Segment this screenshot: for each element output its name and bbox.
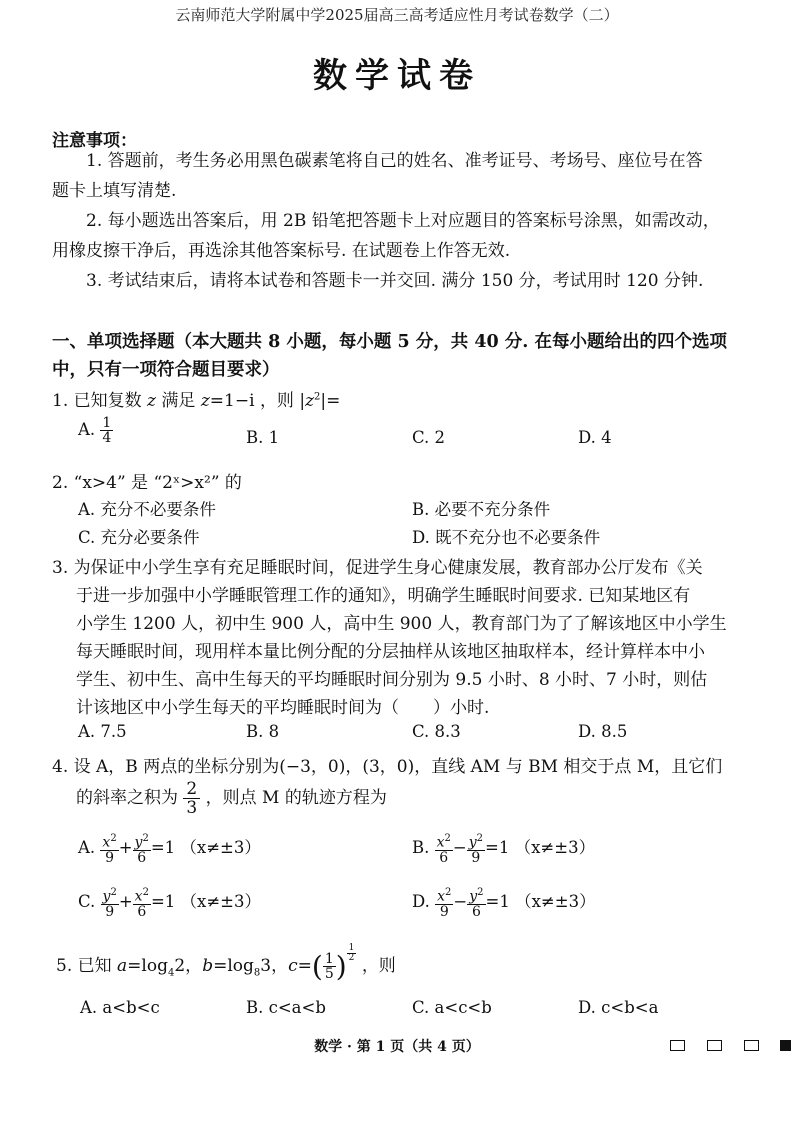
q3-option-b: B. 8: [246, 722, 280, 741]
q5-option-c: C. a<c<b: [412, 998, 492, 1017]
section-1-heading-line-2: 中，只有一项符合题目要求）: [52, 360, 280, 380]
q4-slope-fraction: $\frac{2}{3}$: [183, 780, 200, 817]
q1-option-a-fraction: $\frac{1}{4}$: [102, 415, 112, 446]
q2-option-b: B. 必要不充分条件: [412, 500, 551, 519]
q1-option-d: D. 4: [578, 428, 612, 447]
q2-option-c: C. 充分必要条件: [78, 528, 200, 547]
q2-option-a: A. 充分不必要条件: [78, 500, 216, 519]
q5-option-b: B. c<a<b: [246, 998, 326, 1017]
notice-heading: 注意事项：: [52, 131, 137, 151]
question-3-line-1: 3. 为保证中小学生享有充足睡眠时间，促进学生身心健康发展，教育部办公厅发布《关: [52, 558, 703, 578]
q4-option-a: A. $\frac{x^2}{9}$ + $\frac{y^2}{6}$ =1 （x≠±3）: [78, 833, 261, 866]
q4-option-d: D. $\frac{x^2}{9}$ − $\frac{y^2}{6}$ =1 （x≠±3）: [412, 887, 596, 920]
question-4-line-2: 的斜率之积为 $\frac{2}{3}$ ，则点 M 的轨迹方程为: [76, 779, 387, 818]
question-4-line-1: 4. 设 A，B 两点的坐标分别为(−3，0)，(3，0)，直线 AM 与 BM 相交于点 M，且它们: [52, 757, 723, 777]
notice-item-2-line-2: 用橡皮擦干净后，再选涂其他答案标号. 在试题卷上作答无效.: [52, 241, 511, 261]
q2-option-d: D. 既不充分也不必要条件: [412, 528, 601, 547]
page-marker-box-2: [707, 1040, 722, 1051]
notice-item-1-line-2: 题卡上填写清楚.: [52, 181, 177, 201]
q5-option-a: A. a<b<c: [80, 998, 160, 1017]
question-3-line-3: 小学生 1200 人，初中生 900 人，高中生 900 人，教育部门为了了解该地区中小学生: [76, 614, 727, 634]
question-3-line-2: 于进一步加强中小学睡眠管理工作的通知》，明确学生睡眠时间要求. 已知某地区有: [76, 586, 691, 606]
page-marker-box-1: [670, 1040, 685, 1051]
question-3-line-5: 学生、初中生、高中生每天的平均睡眠时间分别为 9.5 小时、8 小时、7 小时，则估: [76, 670, 708, 690]
notice-item-3: 3. 考试结束后，请将本试卷和答题卡一并交回. 满分 150 分，考试用时 120 分钟.: [86, 271, 704, 291]
q3-option-a: A. 7.5: [78, 722, 127, 741]
q1-stem-a: 1. 已知复数: [52, 391, 142, 411]
page-footer: 数学 · 第 1 页（共 4 页）: [314, 1039, 480, 1055]
question-1-stem: 1. 已知复数 z 满足 z=1−i ，则 $|z^2|=$: [52, 391, 341, 411]
question-3-line-4: 每天睡眠时间，现用样本量比例分配的分层抽样从该地区抽取样本，经计算样本中小: [76, 642, 705, 662]
q3-option-d: D. 8.5: [578, 722, 628, 741]
notice-item-2-line-1: 2. 每小题选出答案后，用 2B 铅笔把答题卡上对应题目的答案标号涂黑，如需改动，: [86, 211, 720, 231]
q1-option-b: B. 1: [246, 428, 280, 447]
section-1-heading-line-1: 一、单项选择题（本大题共 8 小题，每小题 5 分，共 40 分. 在每小题给出的四个选项: [52, 332, 727, 352]
page-title: 数学试卷: [313, 56, 481, 96]
page-header: 云南师范大学附属中学2025届高三高考适应性月考试卷数学（二）: [175, 6, 619, 24]
q1-stem-b: 满足: [161, 391, 196, 411]
page-marker-box-filled: [780, 1040, 791, 1051]
notice-item-1-line-1: 1. 答题前，考生务必用黑色碳素笔将自己的姓名、准考证号、考场号、座位号在答: [86, 151, 703, 171]
page-marker-box-3: [744, 1040, 759, 1051]
q1-option-a: A. $\frac{1}{4}$: [78, 415, 112, 446]
q4-option-b: B. $\frac{x^2}{6}$ − $\frac{y^2}{9}$ =1 （x≠±3）: [412, 833, 596, 866]
q5-option-d: D. c<b<a: [578, 998, 659, 1017]
question-2-stem: 2. “x>4” 是 “2ˣ>x²” 的: [52, 473, 242, 493]
q4-option-c: C. $\frac{y^2}{9}$ + $\frac{x^2}{6}$ =1 （x≠±3）: [78, 887, 261, 920]
q1-option-c: C. 2: [412, 428, 446, 447]
question-5-stem: 5. 已知 $a=\log_42$，$b=\log_83$，c=( $\frac{1}{5}$ ) $^{\frac{1}{2}}$ ，则: [56, 943, 396, 983]
q1-stem-c: ，则: [259, 391, 294, 411]
q3-option-c: C. 8.3: [412, 722, 461, 741]
question-3-line-6: 计该地区中小学生每天的平均睡眠时间为（ ）小时.: [76, 698, 490, 718]
